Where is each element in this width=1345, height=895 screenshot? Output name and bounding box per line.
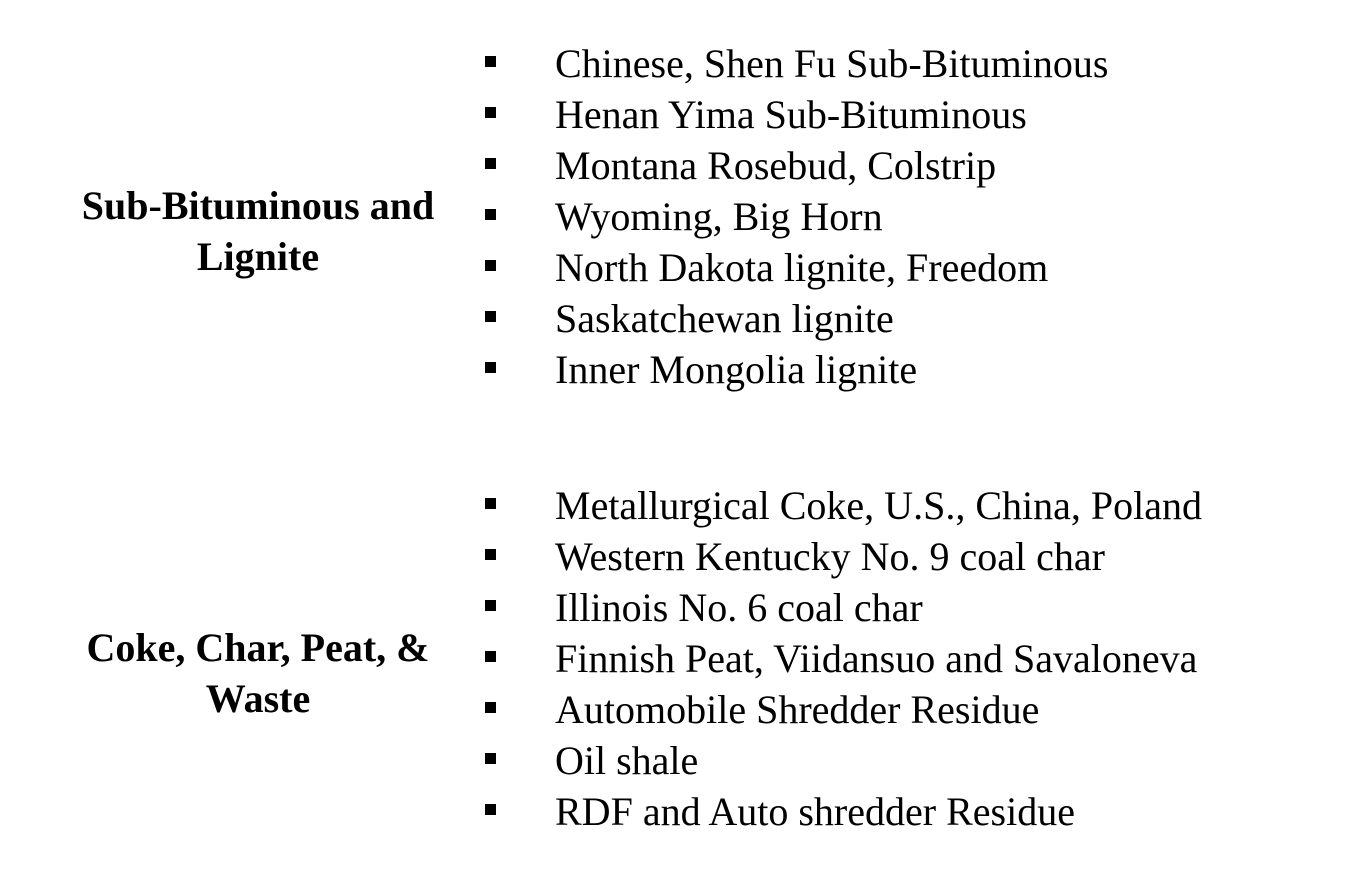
square-bullet-icon: [485, 260, 496, 271]
square-bullet-icon: [485, 362, 496, 373]
list-item-text: RDF and Auto shredder Residue: [555, 789, 1075, 834]
square-bullet-icon: [485, 107, 496, 118]
list-item-text: Western Kentucky No. 9 coal char: [555, 534, 1105, 579]
list-item-text: Chinese, Shen Fu Sub-Bituminous: [555, 41, 1109, 86]
list-item-text: North Dakota lignite, Freedom: [555, 245, 1049, 290]
list-item-text: Montana Rosebud, Colstrip: [555, 143, 997, 188]
list-item-text: Inner Mongolia lignite: [555, 347, 918, 392]
square-bullet-icon: [485, 804, 496, 815]
list-item-text: Automobile Shredder Residue: [555, 687, 1040, 732]
square-bullet-icon: [485, 56, 496, 67]
category-heading: Sub-Bituminous and Lignite: [81, 183, 435, 279]
square-bullet-icon: [485, 209, 496, 220]
list-item-text: Saskatchewan lignite: [555, 296, 894, 341]
list-item-text: Metallurgical Coke, U.S., China, Poland: [555, 483, 1202, 528]
square-bullet-icon: [485, 753, 496, 764]
square-bullet-icon: [485, 702, 496, 713]
square-bullet-icon: [485, 158, 496, 169]
square-bullet-icon: [485, 600, 496, 611]
square-bullet-icon: [485, 651, 496, 662]
square-bullet-icon: [485, 549, 496, 560]
list-item-text: Finnish Peat, Viidansuo and Savaloneva: [555, 636, 1198, 681]
list-item-text: Henan Yima Sub-Bituminous: [555, 92, 1027, 137]
list-item-text: Wyoming, Big Horn: [555, 194, 883, 239]
square-bullet-icon: [485, 498, 496, 509]
list-item-text: Illinois No. 6 coal char: [555, 585, 923, 630]
square-bullet-icon: [485, 311, 496, 322]
category-heading: Coke, Char, Peat, & Waste: [86, 625, 430, 721]
list-item-text: Oil shale: [555, 738, 699, 783]
